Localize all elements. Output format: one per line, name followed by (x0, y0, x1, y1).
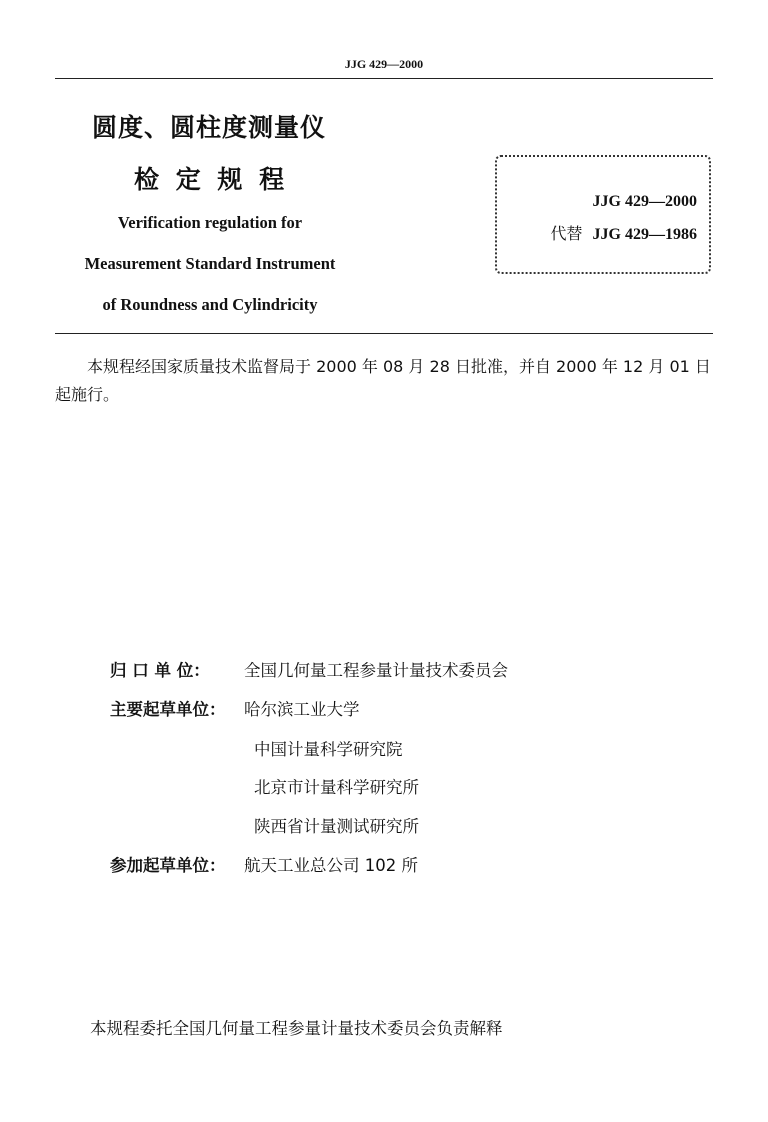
box-replaces-label: 代替 (550, 224, 583, 243)
participating-drafting-row (110, 852, 418, 876)
responsible-unit-row (110, 657, 508, 681)
box-replaces-line (497, 221, 709, 244)
participating-drafting-unit: 航天工业总公司 102 所 (244, 856, 418, 875)
box-standard-code: JJG 429—2000 (592, 193, 697, 210)
main-drafting-unit: 陕西省计量测试研究所 (254, 817, 419, 836)
title-rule (55, 333, 713, 334)
title-english-line-3: of Roundness and Cylindricity (102, 295, 318, 314)
title-chinese-subtitle: 检 定 规 程 (134, 165, 285, 194)
main-drafting-unit: 北京市计量科学研究所 (254, 778, 419, 797)
box-replaces-code: JJG 429—1986 (592, 226, 697, 243)
main-drafting-unit: 中国计量科学研究院 (254, 740, 403, 759)
title-english-line-2: Measurement Standard Instrument (84, 254, 336, 273)
standard-code-box (495, 155, 711, 274)
responsible-unit: 全国几何量工程参量计量技术委员会 (244, 661, 508, 680)
participating-drafting-label: 参加起草单位： (110, 856, 226, 875)
responsible-unit-label: 归 口 单 位： (110, 661, 210, 680)
main-drafting-label: 主要起草单位： (110, 700, 226, 719)
title-chinese: 圆度、圆柱度测量仪 (92, 113, 327, 142)
header-standard-code: JJG 429—2000 (344, 57, 424, 71)
approval-statement: 本规程经国家质量技术监督局于 2000 年 08 月 28 日批准，并自 2000 年 12 月 01 日起施行。 (55, 357, 711, 404)
main-drafting-unit: 哈尔滨工业大学 (244, 700, 360, 719)
interpretation-statement: 本规程委托全国几何量工程参量计量技术委员会负责解释 (90, 1019, 503, 1038)
main-drafting-row (110, 696, 360, 720)
header-rule (55, 78, 713, 79)
title-english-line-1: Verification regulation for (117, 213, 303, 232)
